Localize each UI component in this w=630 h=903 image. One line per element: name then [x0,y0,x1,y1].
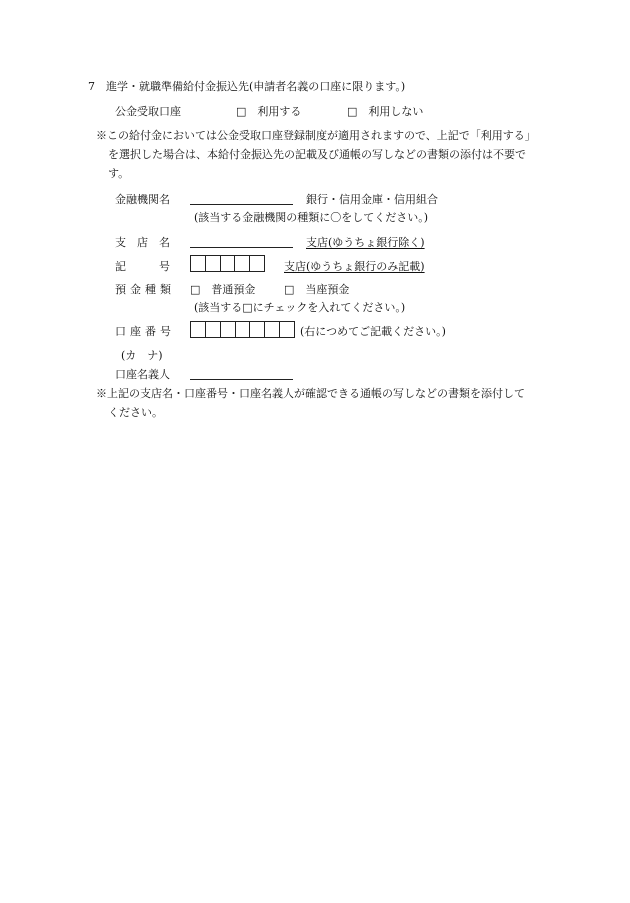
branch-suffix: 支店(ゆうちょ銀行除く) [306,236,425,249]
deposit-current-checkbox[interactable]: □ 当座預金 [284,283,350,296]
public-account-not-use-checkbox[interactable]: □ 利用しない [347,105,424,118]
note1-line1: ※この給付金においては公金受取口座登録制度が適用されますので、上記で「利用する」 [96,129,536,142]
deposit-ordinary-checkbox[interactable]: □ 普通預金 [190,283,256,296]
deposit-type-hint: (該当する□にチェックを入れてください。) [194,301,406,314]
note2-line1: ※上記の支店名・口座番号・口座名義人が確認できる通帳の写しなどの書類を添付して [96,387,525,400]
symbol-label: 記 号 [115,260,170,273]
section-heading: 7 進学・就職準備給付金振込先(申請者名義の口座に限ります。) [88,80,406,93]
branch-label: 支 店 名 [115,236,170,249]
symbol-boxes[interactable] [190,255,265,272]
holder-input-line[interactable] [190,379,293,380]
note2-line2: ください。 [108,406,163,419]
account-number-boxes[interactable] [190,321,295,338]
holder-label: 口座名義人 [115,368,170,381]
symbol-suffix: 支店(ゆうちょ銀行のみ記載) [284,260,425,273]
bank-hint: (該当する金融機関の種類に〇をしてください。) [194,211,429,224]
public-account-use-checkbox[interactable]: □ 利用する [236,105,302,118]
account-number-label: 口座番号 [115,325,175,338]
note1-line3: す。 [108,167,130,180]
bank-input-line[interactable] [190,204,293,205]
branch-input-line[interactable] [190,247,293,248]
public-account-label: 公金受取口座 [115,105,181,118]
account-number-hint: (右につめてご記載ください。) [300,325,446,338]
holder-kana-label: (カ ナ) [121,349,163,362]
bank-label: 金融機関名 [115,193,170,206]
deposit-type-label: 預金種類 [115,283,175,296]
bank-type-options: 銀行・信用金庫・信用組合 [306,193,438,206]
note1-line2: を選択した場合は、本給付金振込先の記載及び通帳の写しなどの書類の添付は不要で [108,148,526,161]
